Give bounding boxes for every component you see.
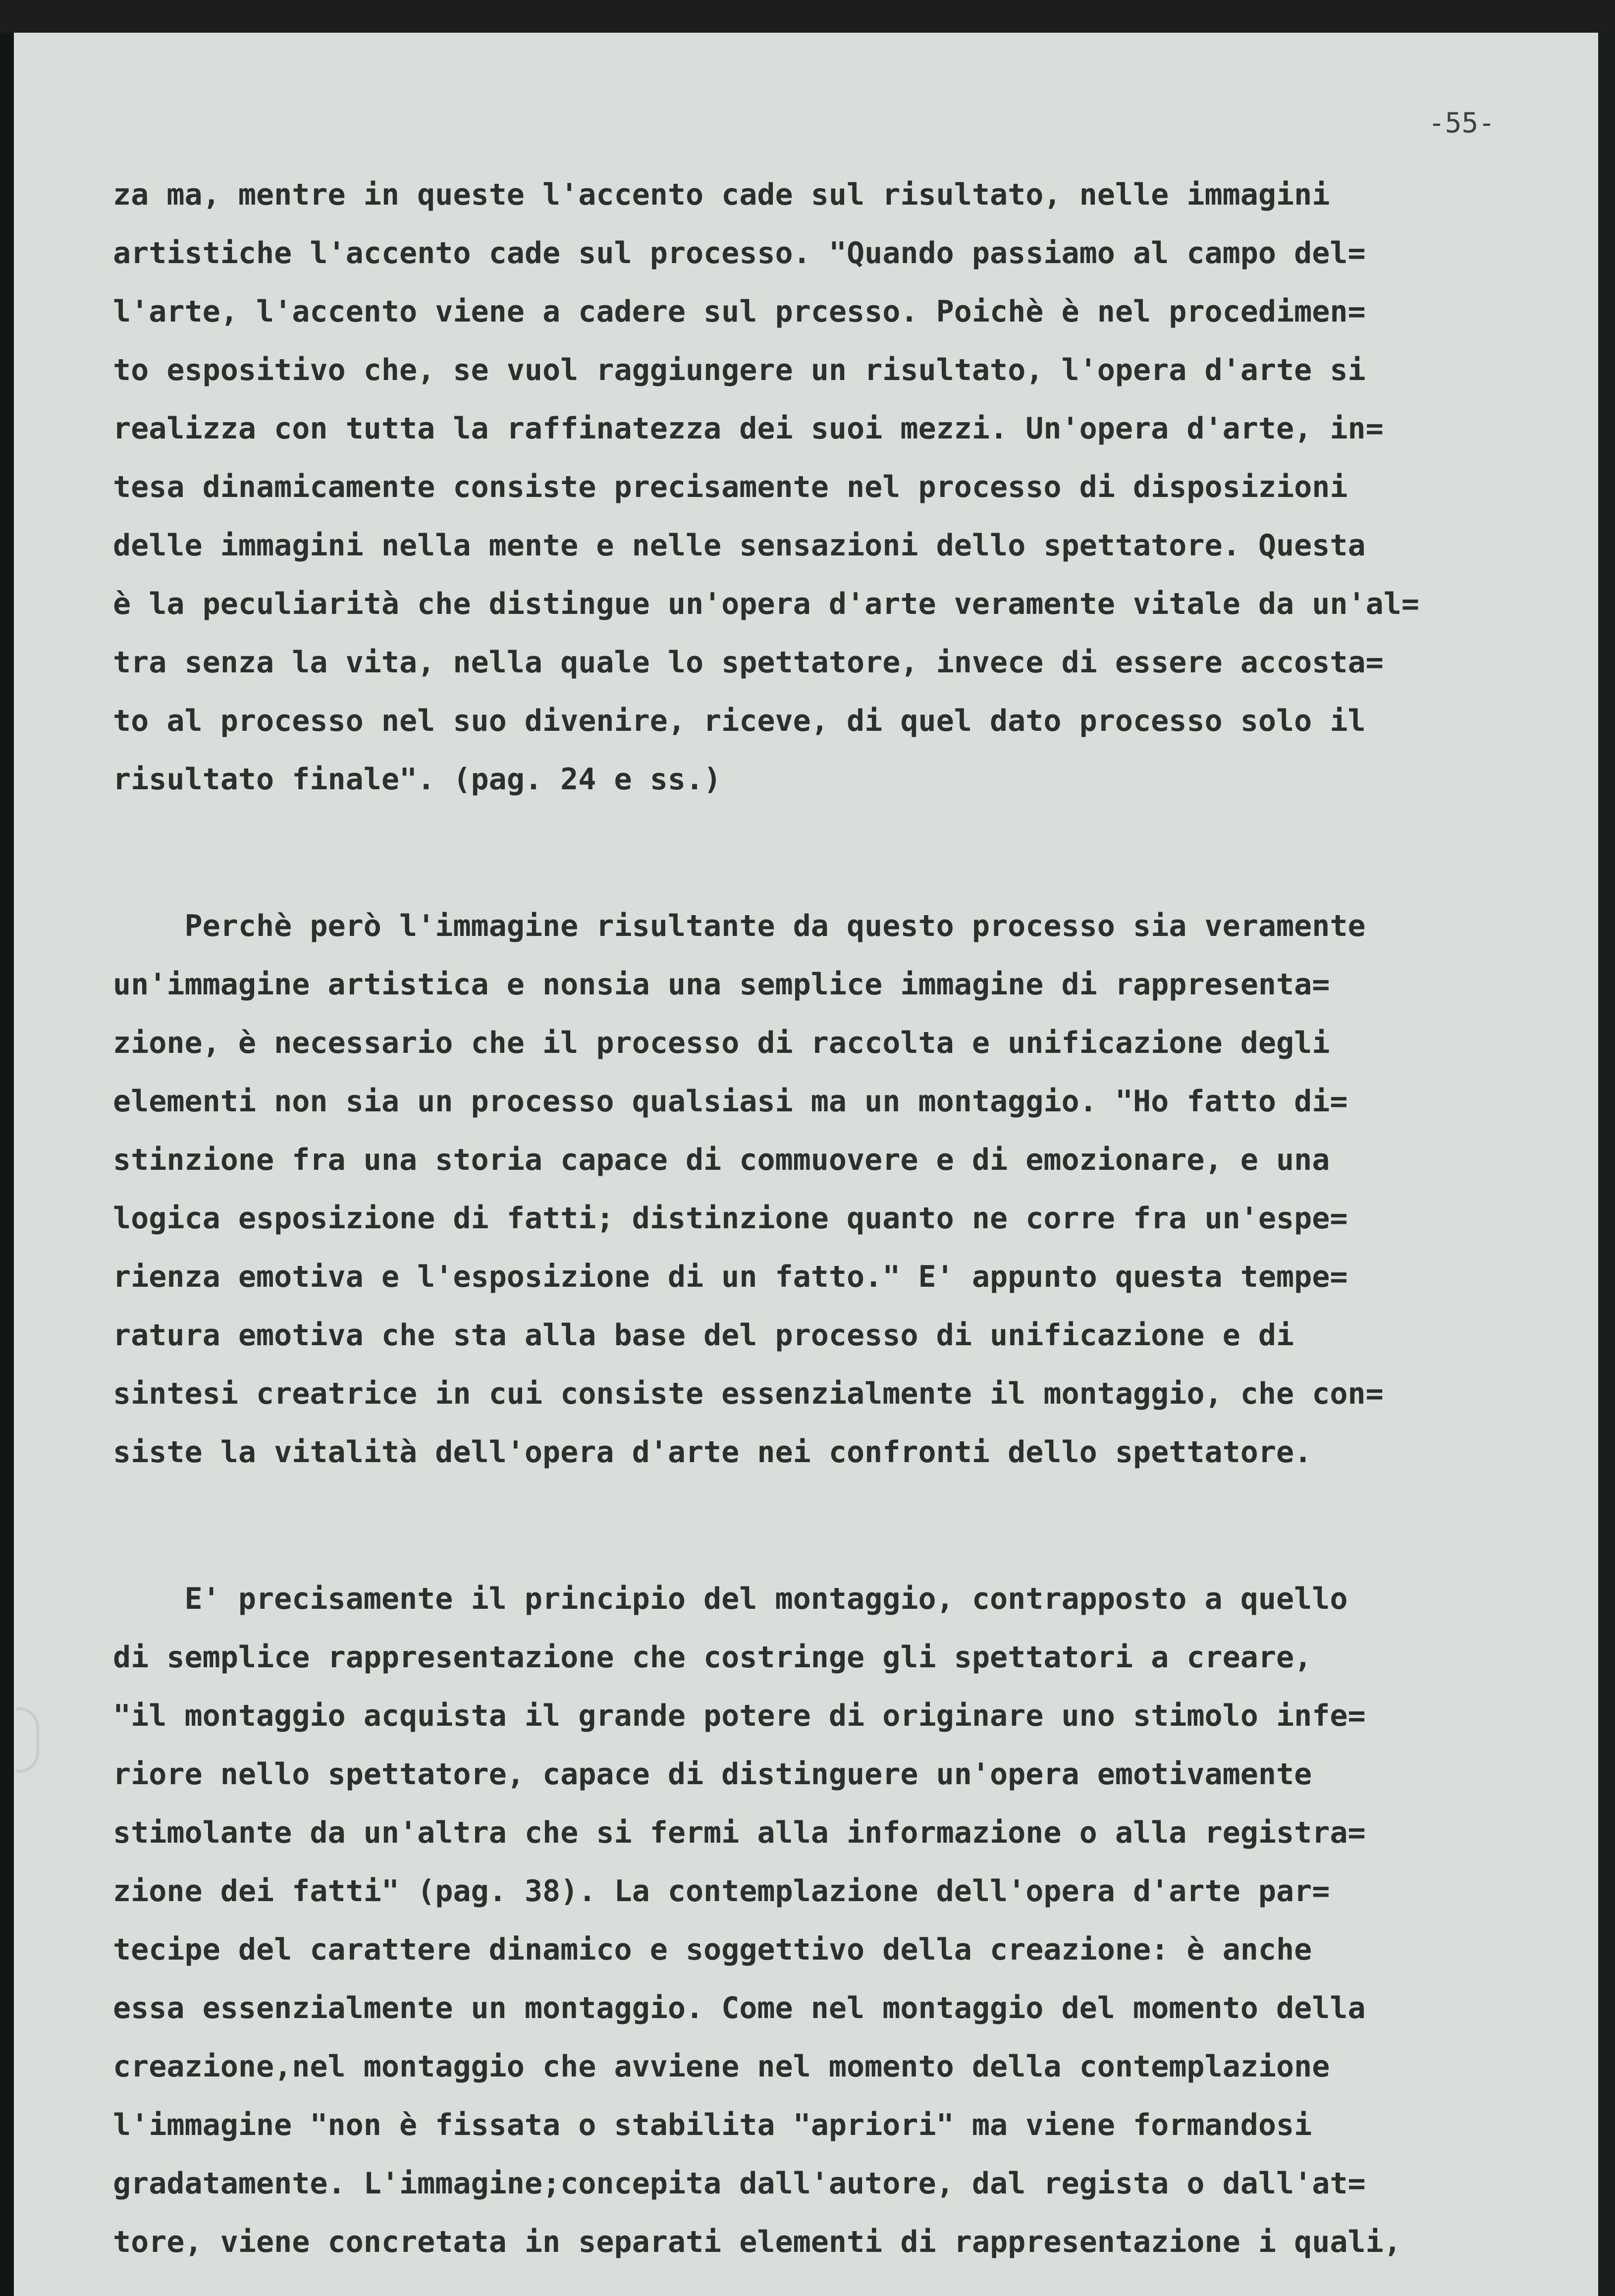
text-line: tesa dinamicamente consiste precisamente nel processo di disposizioni	[113, 470, 1348, 504]
text-line: tecipe del carattere dinamico e soggettivo della creazione: è anche	[113, 1932, 1312, 1967]
text-line: stimolante da un'altra che si fermi alla informazione o alla registra=	[113, 1815, 1366, 1850]
text-line: to al processo nel suo divenire, riceve, di quel dato processo solo il	[113, 704, 1366, 738]
text-line: riore nello spettatore, capace di distinguere un'opera emotivamente	[113, 1757, 1312, 1792]
text-line: sintesi creatrice in cui consiste essenzialmente il montaggio, che con=	[113, 1376, 1384, 1411]
text-line: stinzione fra una storia capace di commuovere e di emozionare, e una	[113, 1143, 1330, 1177]
text-line: gradatamente. L'immagine;concepita dall'autore, dal regista o dall'at=	[113, 2166, 1366, 2201]
text-line: elementi non sia un processo qualsiasi ma un montaggio. "Ho fatto di=	[113, 1084, 1348, 1119]
paragraph-3	[113, 1570, 1579, 2271]
text-line: l'arte, l'accento viene a cadere sul prcesso. Poichè è nel procedimen=	[113, 294, 1366, 329]
body-text	[113, 165, 1579, 2271]
text-line: "il montaggio acquista il grande potere di originare uno stimolo infe=	[113, 1698, 1366, 1733]
text-line: za ma, mentre in queste l'accento cade sul risultato, nelle immagini	[113, 177, 1330, 212]
text-line: ratura emotiva che sta alla base del processo di unificazione e di	[113, 1318, 1294, 1353]
text-line: artistiche l'accento cade sul processo. "Quando passiamo al campo del=	[113, 236, 1366, 271]
text-line: zione dei fatti" (pag. 38). La contemplazione dell'opera d'arte par=	[113, 1874, 1330, 1909]
text-line: realizza con tutta la raffinatezza dei suoi mezzi. Un'opera d'arte, in=	[113, 411, 1384, 446]
typewritten-page	[0, 33, 1598, 2296]
page-number: -55-	[1428, 107, 1495, 139]
text-line: l'immagine "non è fissata o stabilita "apriori" ma viene formandosi	[113, 2108, 1312, 2142]
text-line: è la peculiarità che distingue un'opera d'arte veramente vitale da un'al=	[113, 587, 1419, 621]
text-line: creazione,nel montaggio che avviene nel momento della contemplazione	[113, 2049, 1330, 2084]
text-line: siste la vitalità dell'opera d'arte nei confronti dello spettatore.	[113, 1435, 1312, 1470]
text-line: tra senza la vita, nella quale lo spettatore, invece di essere accosta=	[113, 645, 1384, 680]
text-line: to espositivo che, se vuol raggiungere un risultato, l'opera d'arte si	[113, 353, 1366, 387]
text-line: di semplice rappresentazione che costringe gli spettatori a creare,	[113, 1640, 1312, 1675]
text-line: risultato finale". (pag. 24 e ss.)	[113, 762, 722, 797]
text-line: essa essenzialmente un montaggio. Come nel montaggio del momento della	[113, 1991, 1366, 2025]
text-line: Perchè però l'immagine risultante da questo processo sia veramente	[113, 909, 1366, 943]
text-line: tore, viene concretata in separati elementi di rappresentazione i quali,	[113, 2225, 1401, 2259]
text-line: zione, è necessario che il processo di raccolta e unificazione degli	[113, 1026, 1330, 1060]
text-line: delle immagini nella mente e nelle sensazioni dello spettatore. Questa	[113, 528, 1366, 563]
paragraph-2	[113, 897, 1579, 1481]
text-line: un'immagine artistica e nonsia una semplice immagine di rappresenta=	[113, 967, 1330, 1002]
text-line: rienza emotiva e l'esposizione di un fatto." E' appunto questa tempe=	[113, 1259, 1348, 1294]
paragraph-1	[113, 165, 1579, 809]
faded-stamp-mark	[16, 1707, 39, 1773]
text-line: logica esposizione di fatti; distinzione quanto ne corre fra un'espe=	[113, 1201, 1348, 1236]
text-line: E' precisamente il principio del montaggio, contrapposto a quello	[113, 1582, 1348, 1616]
